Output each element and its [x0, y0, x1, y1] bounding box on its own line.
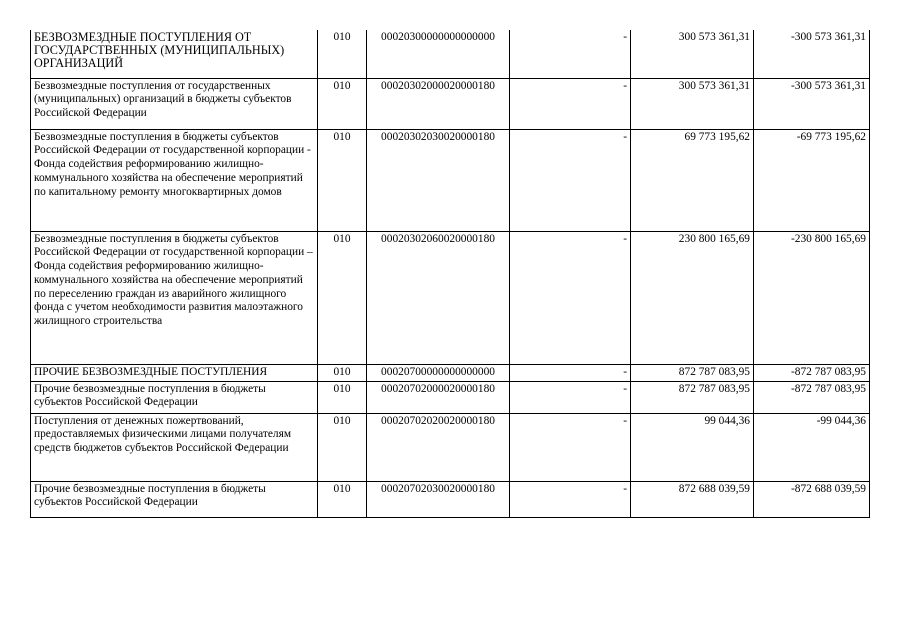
line-code: 010: [318, 231, 367, 364]
income-code: 00020300000000000000: [367, 30, 510, 78]
executed-value: 300 573 361,31: [631, 30, 754, 78]
executed-value: 872 787 083,95: [631, 364, 754, 381]
table-row: [31, 364, 870, 381]
line-code: 010: [318, 481, 367, 517]
line-code: 010: [318, 78, 367, 129]
row-name: ПРОЧИЕ БЕЗВОЗМЕЗДНЫЕ ПОСТУПЛЕНИЯ: [31, 364, 318, 381]
approved-value: -: [510, 30, 631, 78]
line-code: 010: [318, 381, 367, 413]
table-row: [31, 129, 870, 231]
approved-value: -: [510, 129, 631, 231]
approved-value: -: [510, 364, 631, 381]
row-name: Прочие безвозмездные поступления в бюджеты субъектов Российской Федерации: [31, 481, 318, 517]
table-row: [31, 78, 870, 129]
income-code: 00020702020020000180: [367, 413, 510, 481]
executed-value: 69 773 195,62: [631, 129, 754, 231]
income-code: 00020302000020000180: [367, 78, 510, 129]
line-code: 010: [318, 364, 367, 381]
approved-value: -: [510, 381, 631, 413]
row-name: БЕЗВОЗМЕЗДНЫЕ ПОСТУПЛЕНИЯ ОТ ГОСУДАРСТВЕННЫХ (МУНИЦИПАЛЬНЫХ) ОРГАНИЗАЦИЙ: [31, 30, 318, 78]
executed-value: 230 800 165,69: [631, 231, 754, 364]
income-code: 00020702000020000180: [367, 381, 510, 413]
line-code: 010: [318, 129, 367, 231]
table-row: [31, 381, 870, 413]
unexecuted-value: -300 573 361,31: [754, 30, 870, 78]
executed-value: 99 044,36: [631, 413, 754, 481]
unexecuted-value: -230 800 165,69: [754, 231, 870, 364]
income-code: 00020302030020000180: [367, 129, 510, 231]
unexecuted-value: -99 044,36: [754, 413, 870, 481]
line-code: 010: [318, 30, 367, 78]
income-code: 00020302060020000180: [367, 231, 510, 364]
executed-value: 300 573 361,31: [631, 78, 754, 129]
unexecuted-value: -300 573 361,31: [754, 78, 870, 129]
approved-value: -: [510, 78, 631, 129]
revenue-table: [30, 30, 870, 518]
unexecuted-value: -872 688 039,59: [754, 481, 870, 517]
table-row: [31, 481, 870, 517]
executed-value: 872 688 039,59: [631, 481, 754, 517]
approved-value: -: [510, 231, 631, 364]
row-name: Прочие безвозмездные поступления в бюджеты субъектов Российской Федерации: [31, 381, 318, 413]
unexecuted-value: -872 787 083,95: [754, 364, 870, 381]
income-code: 00020702030020000180: [367, 481, 510, 517]
table-row: [31, 30, 870, 78]
unexecuted-value: -872 787 083,95: [754, 381, 870, 413]
table-row: [31, 231, 870, 364]
unexecuted-value: -69 773 195,62: [754, 129, 870, 231]
row-name: Безвозмездные поступления в бюджеты субъектов Российской Федерации от государственной корпорации - Фонда содействия реформированию жилищно-коммунального хозяйства на обеспечение мероприятий по капитальному ремонту многоквартирных домов: [31, 129, 318, 231]
row-name: Безвозмездные поступления в бюджеты субъектов Российской Федерации от государственной корпорации – Фонда содействия реформированию жилищно-коммунального хозяйства на обеспечение мероприятий по переселению граждан из аварийного жилищного фонда с учетом необходимости развития малоэтажного жилищного строительства: [31, 231, 318, 364]
row-name: Безвозмездные поступления от государственных (муниципальных) организаций в бюджеты субъектов Российской Федерации: [31, 78, 318, 129]
approved-value: -: [510, 413, 631, 481]
row-name: Поступления от денежных пожертвований, предоставляемых физическими лицами получателям средств бюджетов субъектов Российской Федерации: [31, 413, 318, 481]
approved-value: -: [510, 481, 631, 517]
line-code: 010: [318, 413, 367, 481]
income-code: 00020700000000000000: [367, 364, 510, 381]
executed-value: 872 787 083,95: [631, 381, 754, 413]
table-row: [31, 413, 870, 481]
